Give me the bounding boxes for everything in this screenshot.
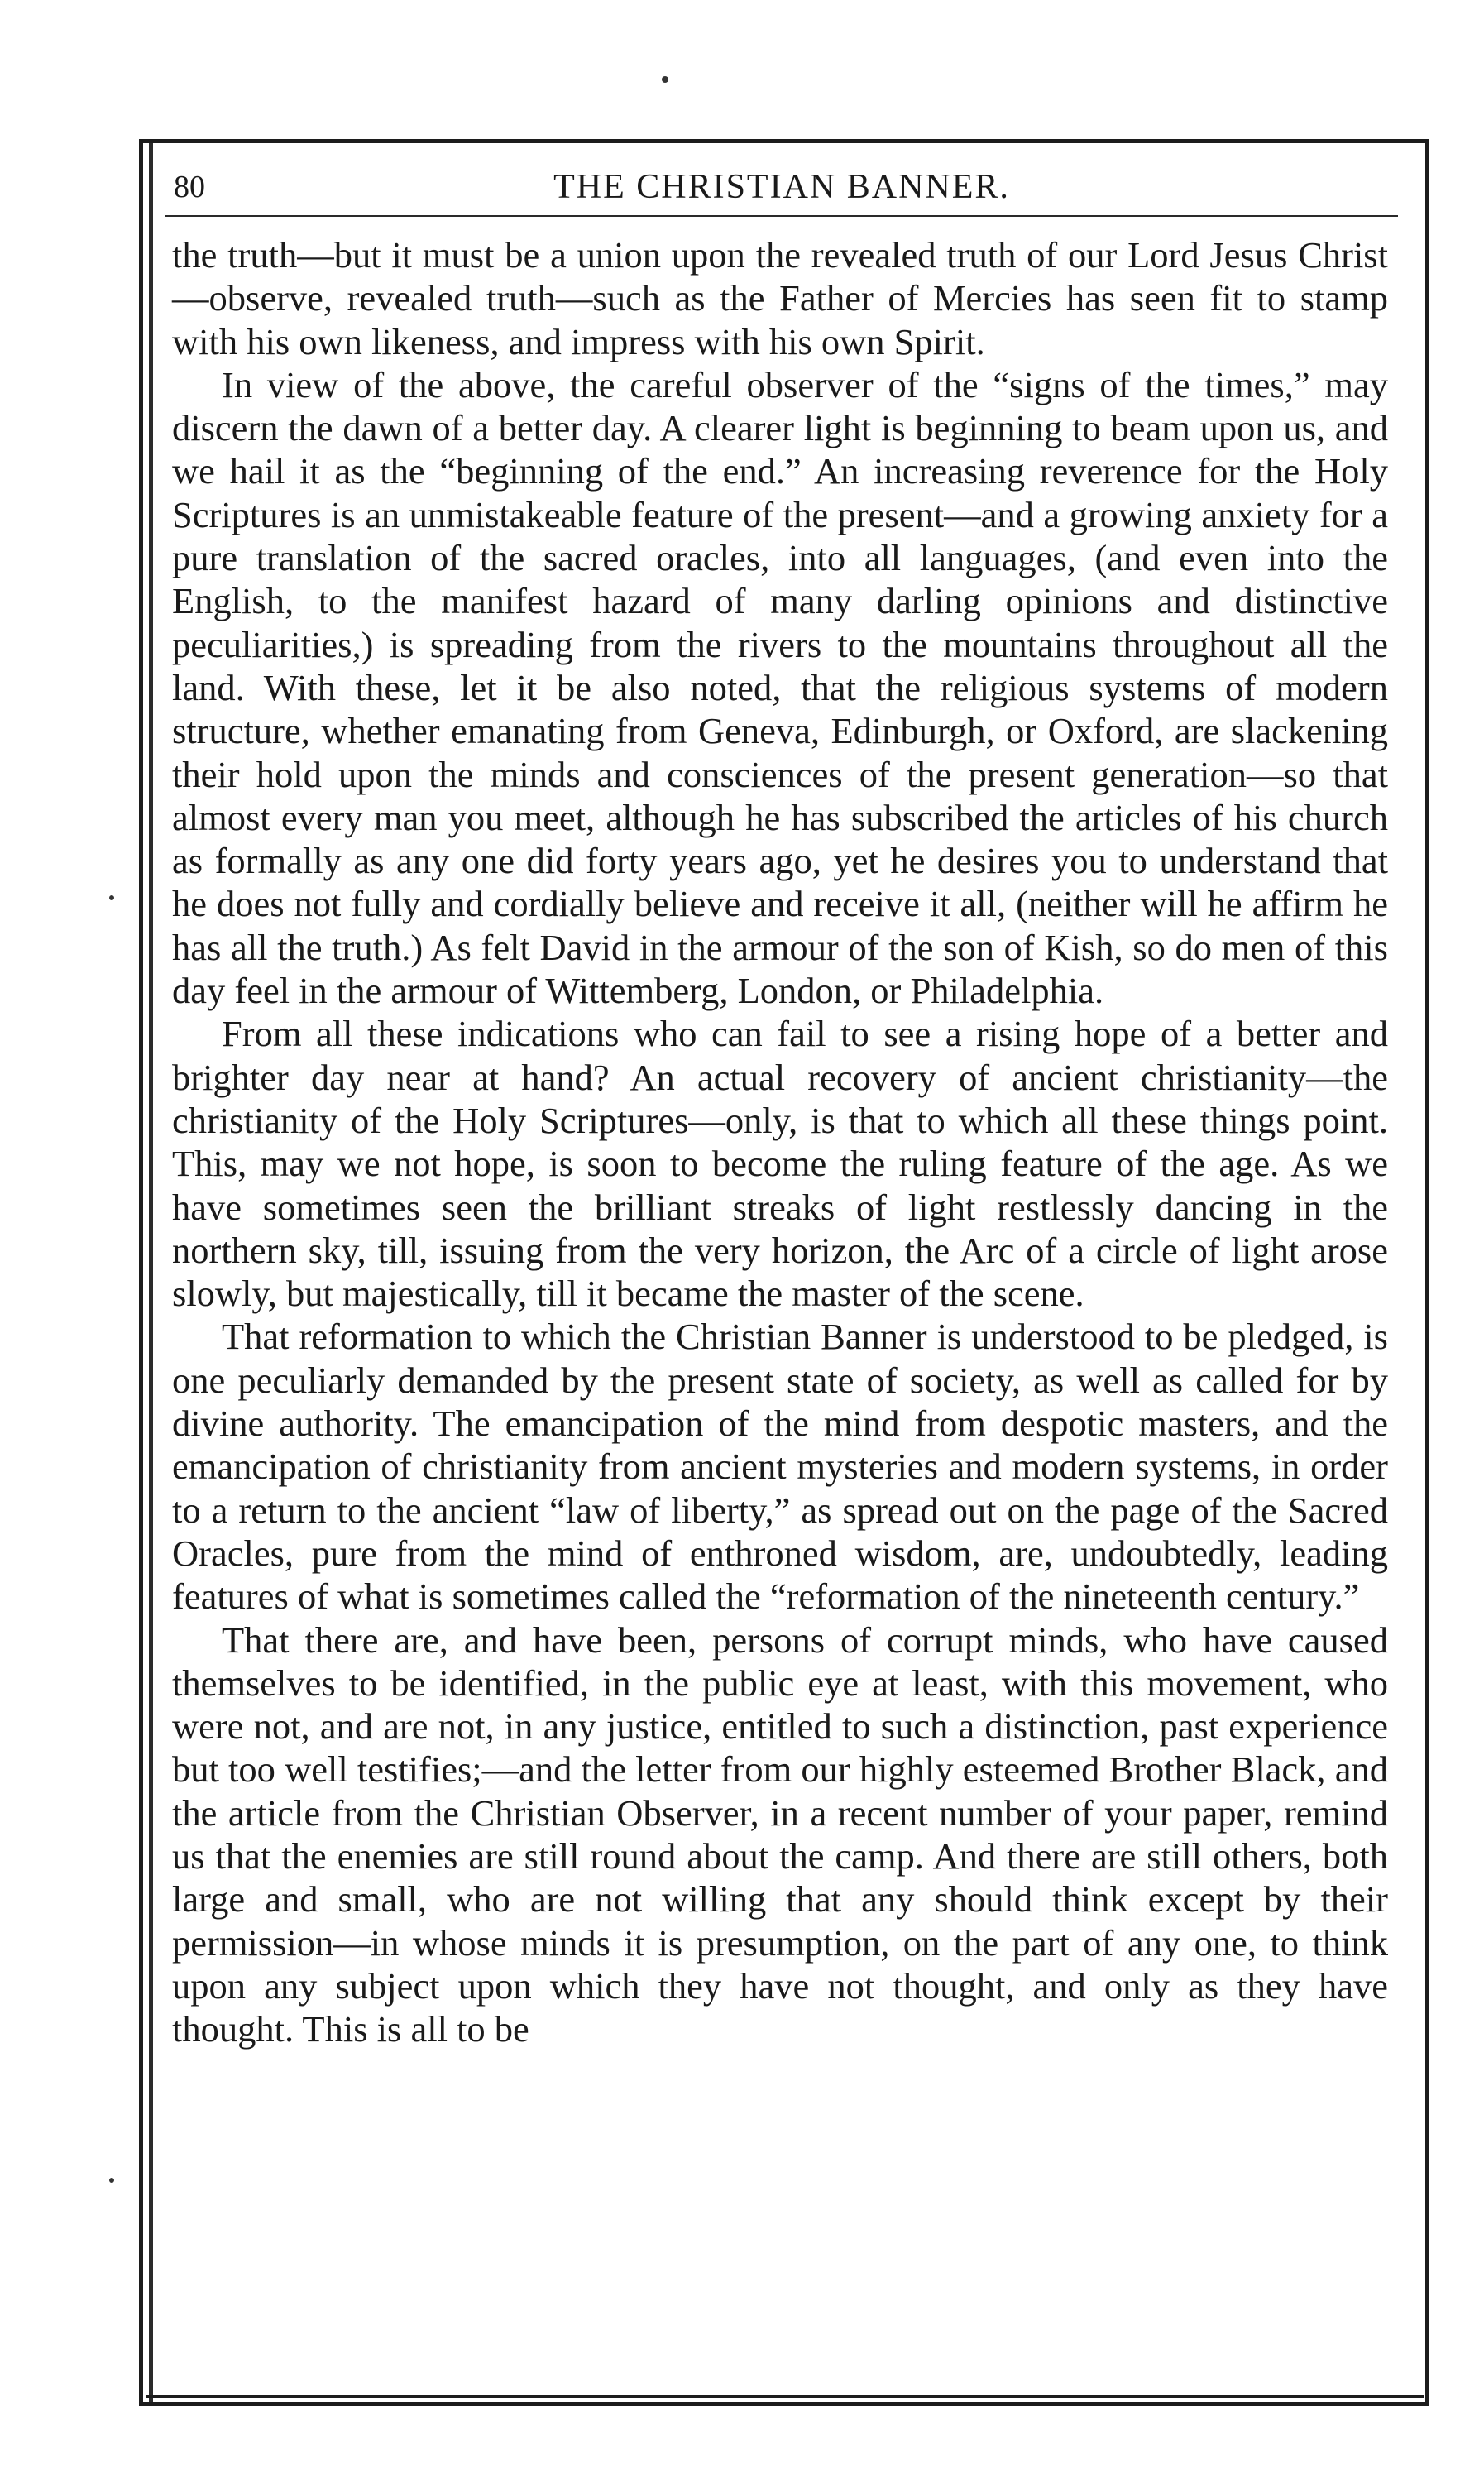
paragraph: In view of the above, the careful observer of the “signs of the times,” may discern the dawn of a better day. A clearer light is beginning to beam upon us, and we hail it as the “beginning of the end.” An increasing reverence for the Holy Scriptures is an unmistakeable feature of the present—and a growing anxiety for a pure translation of the sacred oracles, into all languages, (and even into the English, to the manifest hazard of many darling opinions and distinctive peculiarities,) is spreading from the rivers to the mountains throughout all the land. With these, let it be also noted, that the religious systems of modern structure, whether emanating from Geneva, Edinburgh, or Oxford, are slackening their hold upon the minds and consciences of the present generation—so that almost every man you meet, although he has subscribed the articles of his church as formally as any one did forty years ago, yet he desires you to understand that he does not fully and cordially believe and receive it all, (neither will he affirm he has all the truth.) As felt David in the armour of the son of Kish, so do men of this day feel in the armour of Wittemberg, London, or Philadelphia. <box>172 363 1388 1012</box>
paragraph: That there are, and have been, persons of corrupt minds, who have caused themselves to be identified, in the public eye at least, with this movement, who were not, and are not, in any justice, entitled to such a distinction, past experience but too well testifies;—and the letter from our highly esteemed Brother Black, and the article from the Christian Observer, in a recent number of your paper, remind us that the enemies are still round about the camp. And there are still others, both large and small, who are not willing that any should think except by their permission—in whose minds it is presumption, on the part of any one, to think upon any subject upon which they have not thought, and only as they have thought. This is all to be <box>172 1618 1388 2050</box>
page-number: 80 <box>174 170 205 204</box>
print-speck <box>109 2178 114 2183</box>
running-title: THE CHRISTIAN BANNER. <box>553 168 1010 206</box>
paragraph: From all these indications who can fail to see a rising hope of a better and brighter day near at hand? An actual recovery of ancient christianity—the christianity of the Holy Scriptures—only, is that to which all these things point. This, may we not hope, is soon to become the ruling feature of the age. As we have sometimes seen the brilliant streaks of light restlessly dancing in the northern sky, till, issuing from the very horizon, the Arc of a circle of light arose slowly, but majestically, till it became the master of the scene. <box>172 1013 1388 1315</box>
page-header <box>165 165 1398 217</box>
article-body <box>172 233 1388 2050</box>
print-speck <box>109 895 114 900</box>
bottom-rule <box>146 2395 1424 2398</box>
paragraph: That reformation to which the Christian Banner is understood to be pledged, is one peculiarly demanded by the present state of society, as well as called for by divine authority. The emancipation of the mind from despotic masters, and the emancipation of christianity from ancient mysteries and modern systems, in order to a return to the ancient “law of liberty,” as spread out on the page of the Sacred Oracles, pure from the mind of enthroned wisdom, are, undoubtedly, leading features of what is sometimes called the “reformation of the nineteenth century.” <box>172 1316 1388 1618</box>
paragraph: the truth—but it must be a union upon the revealed truth of our Lord Jesus Christ—observe, revealed truth—such as the Father of Mercies has seen fit to stamp with his own likeness, and impress with his own Spirit. <box>172 234 1388 362</box>
print-speck <box>662 76 668 83</box>
